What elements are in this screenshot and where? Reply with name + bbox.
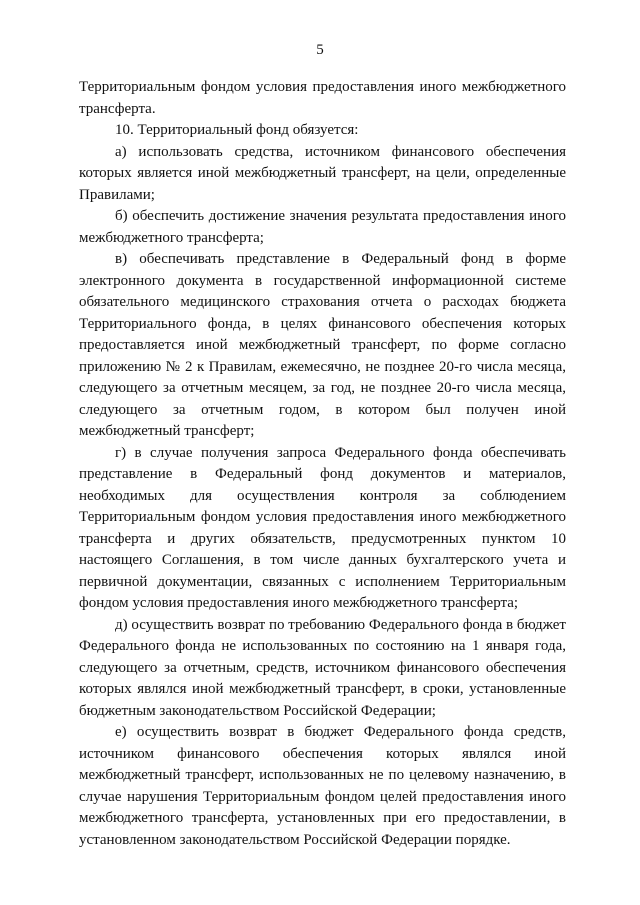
paragraph-continuation: Территориальным фондом условия предоставления иного межбюджетного трансферта. bbox=[79, 79, 566, 117]
paragraph-item-v: в) обеспечивать представление в Федеральный фонд в форме электронного документа в государственной информационной системе обязательного медицинского страхования отчета о расходах бюджета Территориального фонда, в целях финансового обеспечения которых предоставляется иной межбюджетный трансферт, по форме согласно приложению № 2 к Правилам, ежемесячно, не позднее 20-го числа месяца, следующего за отчетным месяцем, за год, не позднее 20-го числа месяца, следующего за отчетным годом, в котором был получен иной межбюджетный трансферт; bbox=[79, 251, 566, 439]
paragraph-item-g: г) в случае получения запроса Федерального фонда обеспечивать представление в Федеральный фонд документов и материалов, необходимых для осуществления контроля за соблюдением Территориальным фондом условия предоставления иного межбюджетного трансферта и других обязательств, предусмотренных пунктом 10 настоящего Соглашения, в том числе данных бухгалтерского учета и первичной документации, связанных с исполнением Территориальным фондом условия предоставления иного межбюджетного трансферта; bbox=[79, 444, 566, 611]
paragraph-item-a: а) использовать средства, источником финансового обеспечения которых является иной межбюджетный трансферт, на цели, определенные Правилами; bbox=[79, 143, 566, 203]
paragraph-clause-10-heading: 10. Территориальный фонд обязуется: bbox=[115, 122, 359, 138]
page-number: 5 bbox=[316, 42, 324, 58]
paragraph-item-d: д) осуществить возврат по требованию Федерального фонда в бюджет Федерального фонда не использованных по состоянию на 1 января года, следующего за отчетным, средств, источником финансового обеспечения которых являлся иной межбюджетный трансферт, в сроки, установленные бюджетным законодательством Российской Федерации; bbox=[79, 616, 566, 719]
document-body bbox=[79, 77, 566, 851]
paragraph-item-b: б) обеспечить достижение значения результата предоставления иного межбюджетного трансферта; bbox=[79, 208, 566, 246]
paragraph-item-e: е) осуществить возврат в бюджет Федерального фонда средств, источником финансового обеспечения которых являлся иной межбюджетный трансферт, использованных не по целевому назначению, в случае нарушения Территориальным фондом целей предоставления иного межбюджетного трансферта, установленных при его предоставлении, в установленном законодательством Российской Федерации порядке. bbox=[79, 724, 566, 848]
